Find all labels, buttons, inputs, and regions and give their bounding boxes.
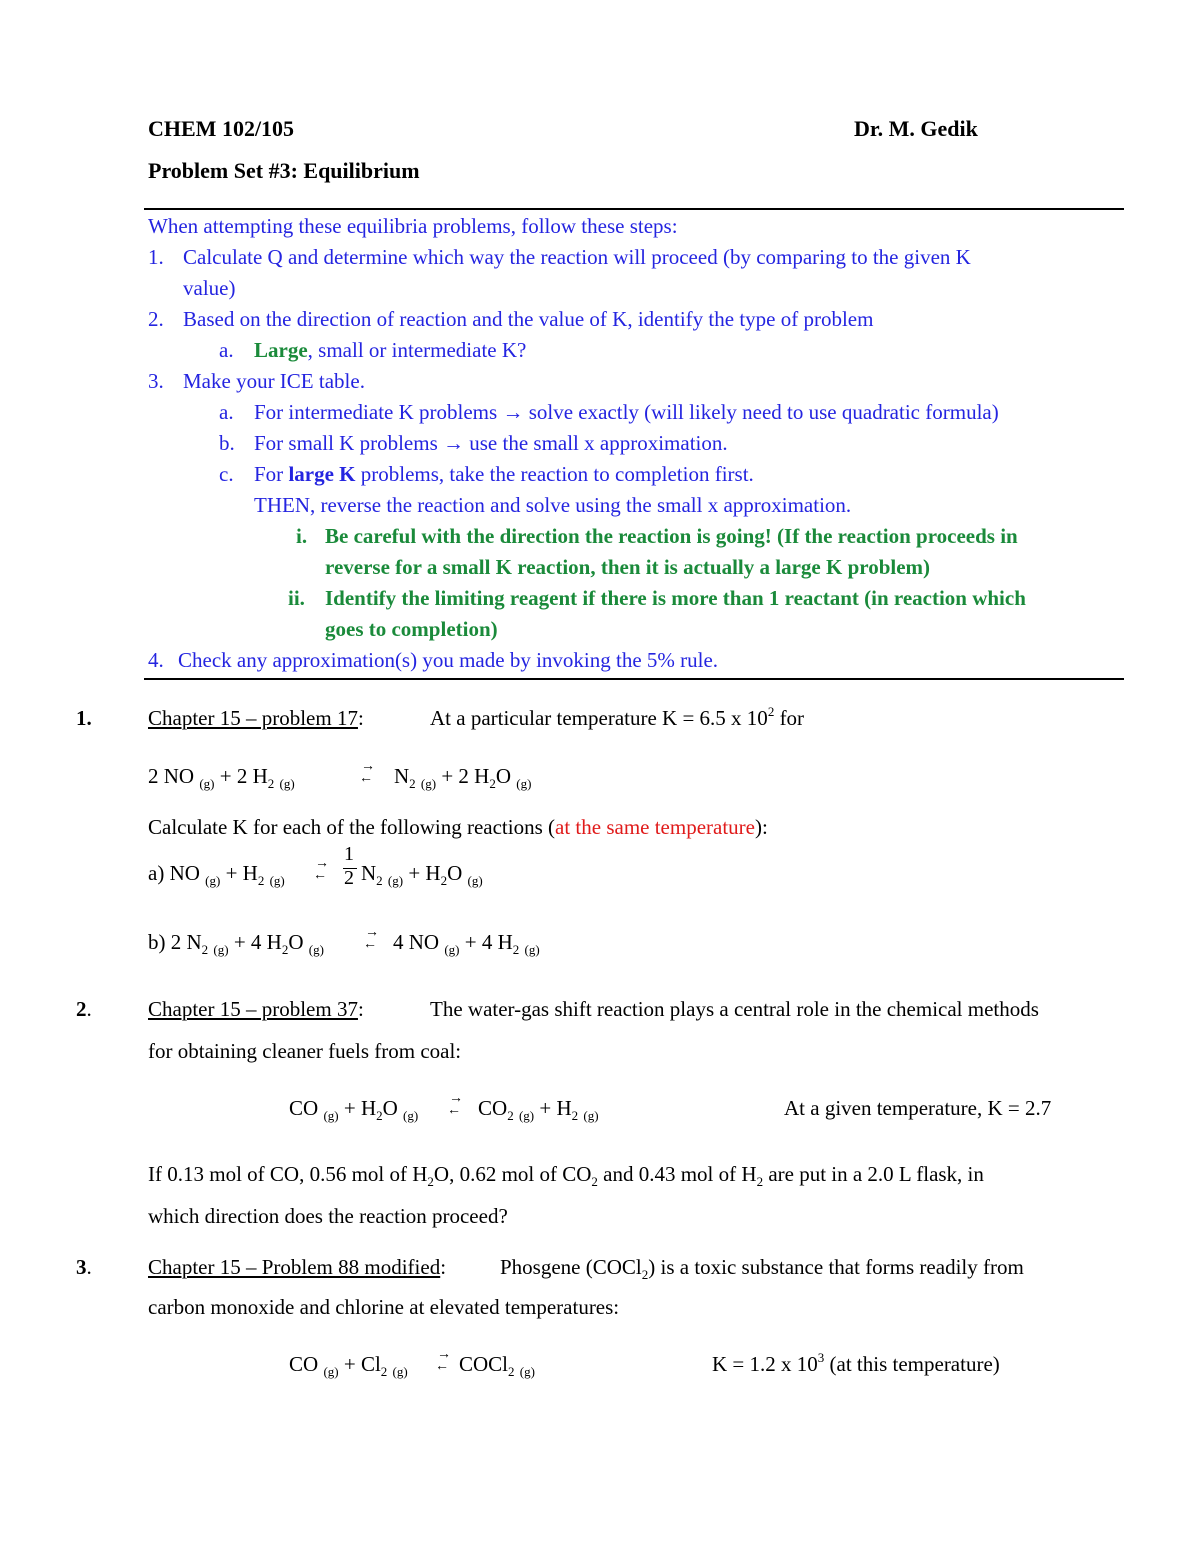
phase: (g) xyxy=(199,776,215,791)
subscript: 2 xyxy=(507,1108,514,1123)
problem-2-ref-link: Chapter 15 – problem 37 xyxy=(148,997,358,1021)
prompt-post: ): xyxy=(755,815,768,839)
exponent: 3 xyxy=(817,1350,825,1365)
denominator: 2 xyxy=(344,867,354,889)
phase: (g) xyxy=(420,776,437,791)
arrow-right: → xyxy=(365,925,379,940)
num: 2 xyxy=(76,997,87,1021)
step-3a-text xyxy=(254,400,999,425)
problem-1-number: 1. xyxy=(76,706,92,730)
step-2a-rest: , small or intermediate K? xyxy=(307,338,527,362)
species: + H xyxy=(338,1096,377,1120)
colon: : xyxy=(357,997,364,1021)
problem-2-k-value: At a given temperature, K = 2.7 xyxy=(784,1096,1052,1120)
problem-1-ref-link: Chapter 15 – problem 17 xyxy=(148,706,358,730)
problem-1-prompt xyxy=(148,815,768,840)
phase: (g) xyxy=(403,1108,419,1123)
problem-1b-left xyxy=(148,930,324,955)
q-a: If 0.13 mol of CO, 0.56 mol of H xyxy=(148,1162,428,1186)
step-1-text: Calculate Q and determine which way the reaction will proceed (by comparing to the given K xyxy=(183,245,971,269)
step-2-text: Based on the direction of reaction and the value of K, identify the type of problem xyxy=(183,307,874,331)
equilibrium-arrows-icon xyxy=(447,1091,465,1120)
species: CO xyxy=(478,1096,508,1120)
problem-2-question xyxy=(148,1162,984,1187)
subscript: 2 xyxy=(512,942,520,957)
species: O xyxy=(382,1096,398,1120)
problem-1b-right xyxy=(393,930,540,955)
phase: (g) xyxy=(323,1108,339,1123)
label: b) 2 N xyxy=(148,930,202,954)
subscript: 2 xyxy=(267,776,275,791)
arrow-left: ← xyxy=(363,937,377,952)
q-d: are put in a 2.0 L flask, in xyxy=(763,1162,984,1186)
species: N xyxy=(394,764,410,788)
subscript: 2 xyxy=(756,1174,764,1189)
exponent: 2 xyxy=(767,704,775,719)
species: + 4 H xyxy=(459,930,513,954)
species: + 4 H xyxy=(228,930,282,954)
subscript: 2 xyxy=(489,776,496,791)
step-3cii-text-cont: goes to completion) xyxy=(325,617,498,641)
arrow-left: ← xyxy=(359,771,373,786)
subscript: 2 xyxy=(281,942,289,957)
stmt-b: ) is a toxic substance that forms readily from xyxy=(648,1255,1024,1279)
step-3cii-text: Identify the limiting reagent if there is more than 1 reactant (in reaction which xyxy=(325,586,1026,610)
instructor-name: Dr. M. Gedik xyxy=(854,116,978,141)
phase: (g) xyxy=(308,942,324,957)
species: 4 NO xyxy=(393,930,440,954)
colon: : xyxy=(440,1255,447,1279)
step-3-number: 3. xyxy=(148,369,164,393)
arrow-right-icon: → xyxy=(502,400,524,424)
step-1-number: 1. xyxy=(148,245,164,269)
problem-1-reaction-right xyxy=(394,764,531,789)
step-3b-text xyxy=(254,431,728,456)
step-3a-post: solve exactly (will likely need to use quadratic formula) xyxy=(528,400,999,424)
problem-2-reaction-right xyxy=(478,1096,599,1121)
arrow-right-icon: → xyxy=(443,431,464,455)
equilibrium-arrows-icon xyxy=(363,925,381,954)
problem-3-reaction-right xyxy=(459,1352,535,1377)
step-3ci-text-cont: reverse for a small K reaction, then it is actually a large K problem) xyxy=(325,555,931,579)
subscript: 2 xyxy=(376,1108,383,1123)
step-2a-text xyxy=(254,338,526,363)
phase: (g) xyxy=(392,1364,408,1379)
arrow-left: ← xyxy=(435,1359,449,1374)
problem-3-reference xyxy=(148,1255,446,1280)
step-3b-number: b. xyxy=(219,431,235,455)
problem-3-statement-cont: carbon monoxide and chlorine at elevated temperatures: xyxy=(148,1295,620,1319)
problem-1a-left xyxy=(148,861,285,886)
phase: (g) xyxy=(323,1364,339,1379)
bottom-divider xyxy=(144,678,1124,680)
dot: . xyxy=(86,997,92,1021)
phase: (g) xyxy=(205,873,221,888)
species: O xyxy=(495,764,512,788)
problem-2-statement-cont: for obtaining cleaner fuels from coal: xyxy=(148,1039,462,1063)
arrow-left: ← xyxy=(447,1103,461,1118)
species: CO xyxy=(289,1096,319,1120)
equilibrium-arrows-icon xyxy=(435,1347,453,1376)
problem-1-statement xyxy=(430,706,804,731)
species: + H xyxy=(403,861,441,885)
arrow-right: → xyxy=(315,856,329,871)
subscript: 2 xyxy=(257,873,265,888)
prompt-pre: Calculate K for each of the following reactions ( xyxy=(148,815,556,839)
subscript: 2 xyxy=(440,873,448,888)
step-3a-pre: For intermediate K problems xyxy=(254,400,498,424)
phase: (g) xyxy=(444,942,460,957)
phase: (g) xyxy=(213,942,229,957)
species: COCl xyxy=(459,1352,509,1376)
subscript: 2 xyxy=(201,942,209,957)
step-3c-text xyxy=(254,462,754,487)
subscript: 2 xyxy=(571,1108,579,1123)
step-3c-bold: large K xyxy=(288,462,356,486)
problem-1-reaction-left xyxy=(148,764,295,789)
stmt-end: for xyxy=(774,706,805,730)
species: + 2 H xyxy=(436,764,490,788)
k-end: (at this temperature) xyxy=(824,1352,1000,1376)
phase: (g) xyxy=(583,1108,599,1123)
problem-3-statement xyxy=(500,1255,1024,1280)
subscript: 2 xyxy=(427,1174,434,1189)
species: 2 H xyxy=(236,764,268,788)
species: + Cl xyxy=(338,1352,381,1376)
num: 3 xyxy=(76,1255,87,1279)
step-2a-number: a. xyxy=(219,338,234,362)
subscript: 2 xyxy=(591,1174,598,1189)
phase: (g) xyxy=(279,776,295,791)
step-3ci-text: Be careful with the direction the reaction is going! (If the reaction proceeds in xyxy=(325,524,1018,548)
subscript: 2 xyxy=(409,776,416,791)
step-3cii-number: ii. xyxy=(288,586,305,610)
step-3c-post: problems, take the reaction to completion first. xyxy=(355,462,754,486)
step-1-text-cont: value) xyxy=(183,276,236,300)
phase: (g) xyxy=(516,776,532,791)
k-text: K = 1.2 x 10 xyxy=(712,1352,818,1376)
species: O xyxy=(288,930,304,954)
problem-1-reference xyxy=(148,706,364,731)
phase: (g) xyxy=(524,942,540,957)
subscript: 2 xyxy=(380,1364,388,1379)
species: + H xyxy=(534,1096,572,1120)
subscript: 2 xyxy=(641,1267,649,1282)
step-4-text: Check any approximation(s) you made by invoking the 5% rule. xyxy=(178,648,719,672)
phase: (g) xyxy=(387,873,404,888)
top-divider xyxy=(144,208,1124,210)
arrow-right: → xyxy=(437,1347,451,1362)
subscript: 2 xyxy=(508,1364,515,1379)
problem-2-reaction-left xyxy=(289,1096,418,1121)
problem-3-reaction-left xyxy=(289,1352,408,1377)
step-2-number: 2. xyxy=(148,307,164,331)
species: N xyxy=(361,861,377,885)
arrow-left: ← xyxy=(313,868,327,883)
page-title: Problem Set #3: Equilibrium xyxy=(148,158,420,183)
step-2a-bold: Large xyxy=(254,338,308,362)
q-c: and 0.43 mol of H xyxy=(597,1162,757,1186)
problem-2-reference xyxy=(148,997,364,1022)
label: a) NO xyxy=(148,861,200,885)
stmt: At a particular temperature K = 6.5 x 10 xyxy=(430,706,768,730)
step-3-text: Make your ICE table. xyxy=(183,369,365,393)
stmt-a: Phosgene (COCl xyxy=(500,1255,642,1279)
phase: (g) xyxy=(518,1108,535,1123)
plus: + xyxy=(214,764,237,788)
step-3c-number: c. xyxy=(219,462,234,486)
step-4-number: 4. xyxy=(148,648,164,672)
problem-2-question-cont: which direction does the reaction proceed? xyxy=(148,1204,508,1228)
problem-3-ref-link: Chapter 15 – Problem 88 modified xyxy=(148,1255,441,1279)
species: + H xyxy=(220,861,258,885)
colon: : xyxy=(357,706,364,730)
step-3ci-number: i. xyxy=(296,524,308,548)
arrow-right: → xyxy=(449,1091,463,1106)
numerator: 1 xyxy=(344,843,354,865)
step-3b-pre: For small K problems xyxy=(254,431,438,455)
prompt-emphasis: at the same temperature xyxy=(555,815,755,839)
step-3c-then: THEN, reverse the reaction and solve using the small x approximation. xyxy=(254,493,852,517)
equilibrium-arrows-icon xyxy=(313,856,331,885)
species: 2 NO xyxy=(148,764,195,788)
problem-2-number xyxy=(76,997,92,1022)
equilibrium-arrows-icon xyxy=(359,759,377,788)
problem-3-number xyxy=(76,1255,92,1280)
subscript: 2 xyxy=(376,873,383,888)
arrow-right: → xyxy=(361,759,375,774)
dot: . xyxy=(86,1255,92,1279)
course-code: CHEM 102/105 xyxy=(148,116,295,141)
problem-1a-right xyxy=(361,861,483,886)
phase: (g) xyxy=(269,873,285,888)
steps-intro: When attempting these equilibria problems, follow these steps: xyxy=(148,214,678,238)
problem-3-k-value xyxy=(712,1352,1000,1377)
step-3a-number: a. xyxy=(219,400,234,424)
step-3c-pre: For xyxy=(254,462,289,486)
phase: (g) xyxy=(519,1364,535,1379)
species: CO xyxy=(289,1352,319,1376)
problem-2-statement: The water-gas shift reaction plays a central role in the chemical methods xyxy=(430,997,1039,1021)
fraction-one-half xyxy=(343,845,357,891)
phase: (g) xyxy=(467,873,483,888)
species: O xyxy=(447,861,463,885)
q-b: O, 0.62 mol of CO xyxy=(433,1162,592,1186)
step-3b-post: use the small x approximation. xyxy=(469,431,728,455)
